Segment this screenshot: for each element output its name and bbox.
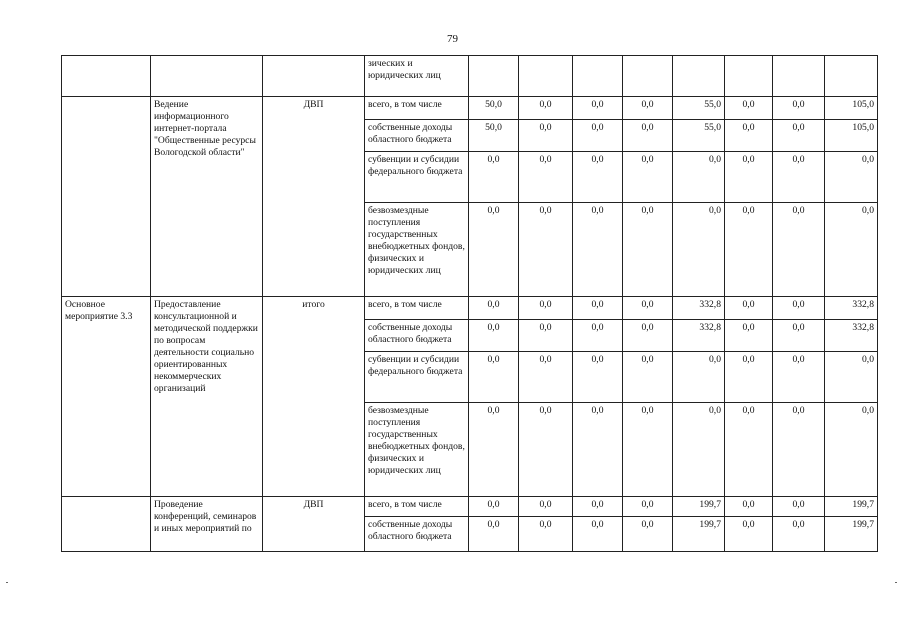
value-cell	[573, 56, 623, 97]
scan-mark	[6, 582, 8, 583]
value-cell: 0,0	[623, 517, 673, 552]
value-cell: 199,7	[673, 517, 725, 552]
value-cell: 0,0	[825, 203, 878, 297]
source-cell: всего, в том числе	[365, 297, 469, 320]
value-cell: 0,0	[725, 403, 773, 497]
value-cell: 0,0	[573, 497, 623, 517]
measure-cell: Основное мероприятие 3.3	[62, 297, 151, 497]
value-cell: 0,0	[573, 320, 623, 352]
source-cell: субвенции и субсидии федерального бюджета	[365, 352, 469, 403]
activity-cell: Проведение конференций, семинаров и иных мероприятий по	[151, 497, 263, 552]
table-row	[62, 297, 878, 320]
value-cell: 0,0	[673, 203, 725, 297]
table-row	[62, 497, 878, 517]
value-cell: 0,0	[623, 152, 673, 203]
value-cell: 0,0	[773, 203, 825, 297]
value-cell: 0,0	[469, 497, 519, 517]
value-cell: 0,0	[573, 152, 623, 203]
source-cell: собственные доходы областного бюджета	[365, 517, 469, 552]
value-cell: 332,8	[825, 297, 878, 320]
value-cell: 0,0	[825, 152, 878, 203]
value-cell: 0,0	[573, 403, 623, 497]
value-cell: 0,0	[519, 320, 573, 352]
activity-cell: Ведение информационного интернет-портала "Общественные ресурсы Вологодской области"	[151, 97, 263, 297]
value-cell: 199,7	[673, 497, 725, 517]
value-cell: 0,0	[519, 497, 573, 517]
value-cell: 50,0	[469, 97, 519, 120]
value-cell: 55,0	[673, 120, 725, 152]
value-cell: 0,0	[469, 203, 519, 297]
value-cell	[825, 56, 878, 97]
value-cell: 0,0	[519, 97, 573, 120]
value-cell: 0,0	[623, 497, 673, 517]
value-cell: 0,0	[773, 403, 825, 497]
value-cell: 105,0	[825, 97, 878, 120]
value-cell: 0,0	[673, 403, 725, 497]
responsible-cell: ДВП	[263, 497, 365, 552]
source-cell: безвозмездные поступления государственных внебюджетных фондов, физических и юридических лиц	[365, 203, 469, 297]
responsible-cell: итого	[263, 297, 365, 497]
value-cell: 0,0	[519, 297, 573, 320]
source-cell: субвенции и субсидии федерального бюджета	[365, 152, 469, 203]
source-cell: собственные доходы областного бюджета	[365, 320, 469, 352]
page-number: 79	[447, 33, 458, 45]
value-cell: 0,0	[725, 203, 773, 297]
value-cell	[773, 56, 825, 97]
value-cell: 0,0	[623, 97, 673, 120]
value-cell: 0,0	[519, 203, 573, 297]
measure-cell	[62, 97, 151, 297]
value-cell: 55,0	[673, 97, 725, 120]
value-cell: 0,0	[519, 517, 573, 552]
value-cell: 0,0	[725, 352, 773, 403]
value-cell: 199,7	[825, 517, 878, 552]
value-cell: 332,8	[825, 320, 878, 352]
value-cell: 0,0	[773, 320, 825, 352]
scan-mark	[895, 582, 897, 583]
value-cell: 0,0	[519, 152, 573, 203]
value-cell	[725, 56, 773, 97]
source-cell: собственные доходы областного бюджета	[365, 120, 469, 152]
source-cell: всего, в том числе	[365, 497, 469, 517]
value-cell: 0,0	[773, 517, 825, 552]
value-cell: 0,0	[469, 403, 519, 497]
value-cell: 105,0	[825, 120, 878, 152]
value-cell: 0,0	[573, 517, 623, 552]
value-cell: 0,0	[573, 97, 623, 120]
value-cell: 0,0	[573, 297, 623, 320]
value-cell: 0,0	[573, 352, 623, 403]
value-cell	[623, 56, 673, 97]
value-cell: 0,0	[773, 497, 825, 517]
value-cell	[673, 56, 725, 97]
value-cell: 0,0	[573, 120, 623, 152]
value-cell: 0,0	[623, 297, 673, 320]
value-cell: 0,0	[623, 352, 673, 403]
value-cell: 0,0	[825, 403, 878, 497]
value-cell: 0,0	[469, 517, 519, 552]
value-cell	[469, 56, 519, 97]
responsible-cell	[263, 56, 365, 97]
value-cell: 0,0	[623, 203, 673, 297]
value-cell: 332,8	[673, 320, 725, 352]
value-cell: 199,7	[825, 497, 878, 517]
value-cell: 0,0	[519, 352, 573, 403]
value-cell: 0,0	[773, 97, 825, 120]
value-cell: 0,0	[519, 403, 573, 497]
value-cell: 0,0	[623, 403, 673, 497]
value-cell: 50,0	[469, 120, 519, 152]
value-cell: 0,0	[469, 152, 519, 203]
value-cell: 332,8	[673, 297, 725, 320]
source-cell: зических и юридических лиц	[365, 56, 469, 97]
value-cell: 0,0	[773, 297, 825, 320]
value-cell: 0,0	[519, 120, 573, 152]
value-cell: 0,0	[469, 297, 519, 320]
activity-cell: Предоставление консультационной и методической поддержки по вопросам деятельности социально ориентированных некоммерческих организаций	[151, 297, 263, 497]
value-cell: 0,0	[673, 152, 725, 203]
table-body	[62, 56, 878, 552]
value-cell	[519, 56, 573, 97]
value-cell: 0,0	[773, 152, 825, 203]
budget-table	[61, 55, 878, 552]
value-cell: 0,0	[825, 352, 878, 403]
value-cell: 0,0	[725, 120, 773, 152]
value-cell: 0,0	[725, 297, 773, 320]
table-row	[62, 56, 878, 97]
value-cell: 0,0	[623, 320, 673, 352]
table-row	[62, 97, 878, 120]
measure-cell	[62, 56, 151, 97]
value-cell: 0,0	[725, 320, 773, 352]
value-cell: 0,0	[725, 152, 773, 203]
value-cell: 0,0	[725, 517, 773, 552]
value-cell: 0,0	[773, 352, 825, 403]
value-cell: 0,0	[725, 97, 773, 120]
value-cell: 0,0	[469, 352, 519, 403]
source-cell: безвозмездные поступления государственных внебюджетных фондов, физических и юридических лиц	[365, 403, 469, 497]
source-cell: всего, в том числе	[365, 97, 469, 120]
activity-cell	[151, 56, 263, 97]
value-cell: 0,0	[673, 352, 725, 403]
responsible-cell: ДВП	[263, 97, 365, 297]
value-cell: 0,0	[469, 320, 519, 352]
value-cell: 0,0	[623, 120, 673, 152]
measure-cell	[62, 497, 151, 552]
value-cell: 0,0	[725, 497, 773, 517]
value-cell: 0,0	[773, 120, 825, 152]
value-cell: 0,0	[573, 203, 623, 297]
